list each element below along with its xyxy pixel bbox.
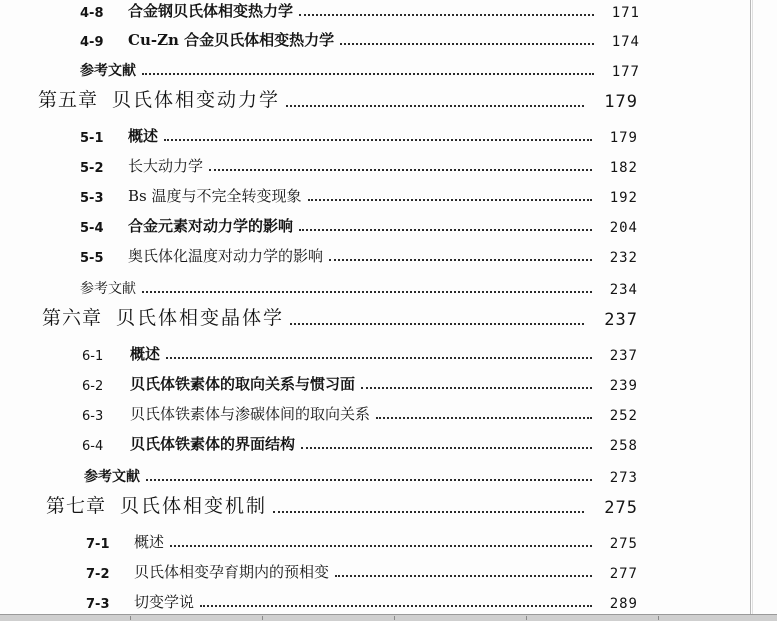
section-number: 5-4 <box>80 221 104 236</box>
dot-leader <box>308 199 593 201</box>
toc-chapter <box>38 84 638 112</box>
toc-entry-references <box>84 458 638 486</box>
section-number: 4-8 <box>80 6 104 21</box>
toc-entry <box>80 178 638 206</box>
section-number: 5-2 <box>80 161 104 176</box>
toc-entry <box>86 524 638 552</box>
section-number: 6-2 <box>82 379 104 394</box>
section-title: 合金钢贝氏体相变热力学 <box>128 2 294 20</box>
section-title: Cu-Zn 合金贝氏体相变热力学 <box>128 31 335 49</box>
dot-leader <box>200 605 592 607</box>
page-edge-line <box>750 0 751 620</box>
chapter-title: 贝氏体相变动力学 <box>112 89 281 111</box>
dot-leader <box>273 511 584 513</box>
toc-entry <box>80 118 638 146</box>
chapter-number: 第六章 <box>42 307 103 329</box>
chapter-title: 贝氏体相变晶体学 <box>116 307 285 329</box>
section-number: 5-5 <box>80 251 104 266</box>
dot-leader <box>142 73 594 75</box>
edge-tick <box>394 616 395 620</box>
chapter-number: 第七章 <box>46 495 107 517</box>
page-number: 252 <box>609 408 638 424</box>
toc-chapter <box>42 302 638 330</box>
chapter-title: 贝氏体相变机制 <box>120 495 268 517</box>
section-title: 贝氏体铁素体与渗碳体间的取向关系 <box>130 405 371 423</box>
page-number: 273 <box>609 470 638 486</box>
page-number: 179 <box>609 130 638 146</box>
section-title: 参考文献 <box>80 63 136 79</box>
dot-leader <box>376 417 592 419</box>
section-title: 贝氏体铁素体的界面结构 <box>130 435 296 453</box>
dot-leader <box>142 291 592 293</box>
page-number: 277 <box>609 566 638 582</box>
section-title: 切变学说 <box>134 593 195 611</box>
section-number: 6-4 <box>82 439 104 454</box>
page-number: 239 <box>609 378 638 394</box>
dot-leader <box>335 575 592 577</box>
section-number: 5-1 <box>80 131 104 146</box>
dot-leader <box>361 387 592 389</box>
section-title: 参考文献 <box>84 469 140 485</box>
toc-entry <box>82 426 638 454</box>
dot-leader <box>170 545 592 547</box>
section-title: 参考文献 <box>80 281 136 297</box>
toc-entry <box>80 208 638 236</box>
dot-leader <box>299 14 594 16</box>
dot-leader <box>166 357 592 359</box>
page-number: 258 <box>609 438 638 454</box>
page-number: 275 <box>609 536 638 552</box>
dot-leader <box>340 43 594 45</box>
dot-leader <box>209 169 592 171</box>
toc-entry-references <box>80 52 640 80</box>
page-number: 234 <box>609 282 638 298</box>
page-number: 174 <box>611 34 640 50</box>
toc-entry <box>80 238 638 266</box>
toc-entry <box>82 396 638 424</box>
toc-entry <box>82 366 638 394</box>
dot-leader <box>146 479 592 481</box>
section-number: 7-2 <box>86 567 110 582</box>
toc-entry <box>86 554 638 582</box>
toc-entry <box>80 0 640 21</box>
toc-entry-references <box>80 270 638 298</box>
section-number: 4-9 <box>80 35 104 50</box>
toc-entry <box>86 584 638 612</box>
page-number: 232 <box>609 250 638 266</box>
page-number: 171 <box>611 5 640 21</box>
dot-leader <box>290 323 584 325</box>
dot-leader <box>329 259 592 261</box>
edge-tick <box>262 616 263 620</box>
section-title: 贝氏体相变孕育期内的预相变 <box>134 563 330 581</box>
dot-leader <box>299 229 592 231</box>
dot-leader <box>286 105 584 107</box>
section-title: 概述 <box>130 345 161 363</box>
section-title: 合金元素对动力学的影响 <box>128 217 294 235</box>
edge-tick <box>130 616 131 620</box>
section-number: 5-3 <box>80 191 104 206</box>
edge-tick <box>658 616 659 620</box>
section-title: 概述 <box>128 127 159 145</box>
dot-leader <box>301 447 592 449</box>
toc-entry <box>80 148 638 176</box>
section-title: Bs 温度与不完全转变现象 <box>128 187 302 205</box>
page-number: 204 <box>609 220 638 236</box>
page-number: 237 <box>604 310 638 330</box>
edge-tick <box>526 616 527 620</box>
toc-entry <box>80 22 640 50</box>
section-number: 7-1 <box>86 537 110 552</box>
page-number: 275 <box>604 498 638 518</box>
page-number: 179 <box>604 92 638 112</box>
section-title: 概述 <box>134 533 165 551</box>
toc-chapter <box>46 490 638 518</box>
page-number: 177 <box>611 64 640 80</box>
page-edge-shadow <box>752 0 753 620</box>
toc-entry <box>82 336 638 364</box>
section-number: 7-3 <box>86 597 110 612</box>
page-number: 182 <box>609 160 638 176</box>
page-number: 237 <box>609 348 638 364</box>
page-number: 289 <box>609 596 638 612</box>
chapter-number: 第五章 <box>38 89 99 111</box>
section-number: 6-1 <box>82 349 104 364</box>
section-number: 6-3 <box>82 409 104 424</box>
dot-leader <box>164 139 592 141</box>
section-title: 奥氏体化温度对动力学的影响 <box>128 247 324 265</box>
page-number: 192 <box>609 190 638 206</box>
section-title: 长大动力学 <box>128 157 204 175</box>
section-title: 贝氏体铁素体的取向关系与惯习面 <box>130 375 356 393</box>
